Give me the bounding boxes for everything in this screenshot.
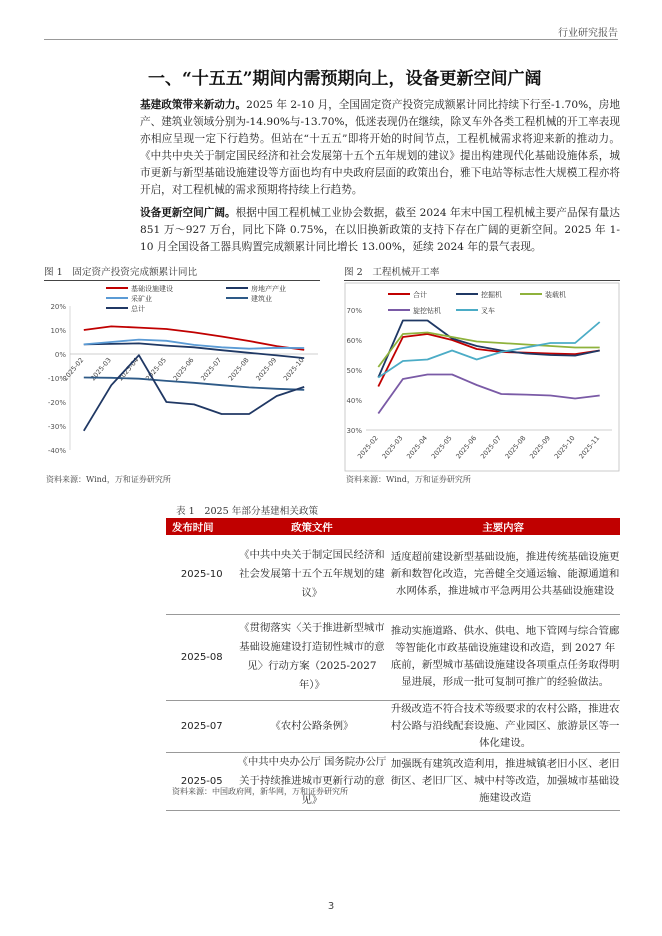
legend-label: 装载机 xyxy=(545,291,566,299)
table-row xyxy=(166,614,620,700)
legend-label: 建筑业 xyxy=(251,295,272,303)
table-header-row xyxy=(166,518,620,535)
table-row xyxy=(166,752,620,810)
page-number: 3 xyxy=(327,901,335,912)
header-divider xyxy=(44,39,618,40)
x-tick-label: 2025-10 xyxy=(281,356,306,383)
x-tick-label: 2025-10 xyxy=(552,434,577,461)
figure1-rule xyxy=(44,280,320,281)
figure1-source: 资料来源：Wind，万和证券研究所 xyxy=(46,475,171,484)
y-tick-label: 70% xyxy=(346,307,362,315)
chart-fixed-asset-investment xyxy=(44,282,320,472)
x-tick-label: 2025-11 xyxy=(577,434,602,461)
paragraph-body: 根据中国工程机械工业协会数据，截至 2024 年末中国工程机械主要产品保有量达 851 万～927 万台，同比下降 0.75%，在以旧换新政策的支持下存在广阔的更新空间。2025 年 1-10 月全国设备工器具购置完成额累计同比增长 13.00%，延续 2024 年的景气表现。 xyxy=(140,207,621,253)
series-line-基础设施建设 xyxy=(84,326,304,350)
x-tick-label: 2025-06 xyxy=(171,356,196,383)
legend-label: 基础设施建设 xyxy=(131,285,173,293)
table-header-content: 主要内容 xyxy=(386,518,620,535)
table-cell-doc: 《中共中央关于制定国民经济和社会发展第十五个五年规划的建议》 xyxy=(238,535,387,614)
y-tick-label: -20% xyxy=(47,399,66,407)
x-tick-label: 2025-06 xyxy=(454,434,479,461)
series-line-挖掘机 xyxy=(378,321,599,378)
legend-label: 叉车 xyxy=(481,307,495,315)
y-tick-label: -10% xyxy=(47,375,66,383)
y-tick-label: 20% xyxy=(50,303,66,311)
table-cell-date: 2025-08 xyxy=(166,614,238,700)
table-cell-doc: 《农村公路条例》 xyxy=(238,700,387,752)
x-tick-label: 2025-05 xyxy=(144,356,168,383)
legend-label: 挖掘机 xyxy=(481,291,502,299)
y-tick-label: -40% xyxy=(47,447,66,455)
y-tick-label: 60% xyxy=(346,337,362,345)
figure1-caption: 图 1 固定资产投资完成额累计同比 xyxy=(44,267,198,278)
y-tick-label: 30% xyxy=(346,427,362,435)
table-cell-date: 2025-10 xyxy=(166,535,238,614)
x-tick-label: 2025-05 xyxy=(429,434,454,461)
paragraph-lead: 设备更新空间广阔。 xyxy=(140,207,236,219)
table-row xyxy=(166,700,620,752)
figure2-caption: 图 2 工程机械开工率 xyxy=(344,267,440,278)
paragraph-body: 2025 年 2-10 月，全国固定资产投资完成额累计同比持续下行至-1.70%，房地产、建筑业领域分别为-14.90%与-13.70%，低迷表现仍在继续，除叉车外各类工程机械的开工率表现亦相应呈现一定下行趋势。但站在“十五五”即将开始的时间节点，工程机械需求将迎来新的推动力。《中共中央关于制定国民经济和社会发展第十五个五年规划的建议》提出构建现代化基础设施体系，城市更新与新型基础设施建设等方面也均有中央政府层面的政策出台，雅下电站等标志性大规模工程亦将开启，对工程机械的需求预期将持续上行趋势。 xyxy=(140,99,621,196)
x-tick-label: 2025-07 xyxy=(478,434,503,461)
table-header-date: 发布时间 xyxy=(166,518,238,535)
legend-label: 合计 xyxy=(413,291,427,299)
x-tick-label: 2025-08 xyxy=(503,434,528,461)
table-cell-content: 升级改造不符合技术等级要求的农村公路，推进农村公路与沿线配套设施、产业园区、旅游景区等一体化建设。 xyxy=(386,700,620,752)
legend-label: 总计 xyxy=(131,305,145,313)
y-tick-label: 10% xyxy=(50,327,66,335)
table-cell-date: 2025-07 xyxy=(166,700,238,752)
x-tick-label: 2025-02 xyxy=(61,356,86,383)
table-cell-content: 适度超前建设新型基础设施，推进传统基础设施更新和数智化改造，完善健全交通运输、能源通道和水网体系，推进城市平急两用公共基础设施建设 xyxy=(386,535,620,614)
table-cell-doc: 《贯彻落实〈关于推进新型城市基础设施建设打造韧性城市的意见〉行动方案（2025-2027 年）》 xyxy=(238,614,387,700)
legend-label: 旋挖钻机 xyxy=(413,307,441,315)
table-cell-content: 加强既有建筑改造利用，推进城镇老旧小区、老旧街区、老旧厂区、城中村等改造，加强城市基础设施建设改造 xyxy=(386,752,620,810)
section-title: 一、“十五五”期间内需预期向上，设备更新空间广阔 xyxy=(148,69,542,89)
x-tick-label: 2025-04 xyxy=(405,434,430,461)
table-source: 资料来源：中国政府网，新华网，万和证券研究所 xyxy=(172,787,348,796)
x-tick-label: 2025-04 xyxy=(116,356,141,383)
y-tick-label: 50% xyxy=(346,367,362,375)
table-row xyxy=(166,535,620,614)
table-cell-content: 推动实施道路、供水、供电、地下管网与综合管廊等智能化市政基础设施建设和改造，到 2027 年底前，新型城市基础设施建设各项重点任务取得明显进展，形成一批可复制可推广的经验做法。 xyxy=(386,614,620,700)
table-cell-doc: 《中共中央办公厅 国务院办公厅关于持续推进城市更新行动的意见》 xyxy=(238,752,387,810)
paragraph-lead: 基建政策带来新动力。 xyxy=(140,99,247,111)
report-type-label: 行业研究报告 xyxy=(558,28,618,39)
table-cell-date: 2025-05 xyxy=(166,752,238,810)
y-tick-label: 40% xyxy=(346,397,362,405)
y-tick-label: -30% xyxy=(47,423,66,431)
x-tick-label: 2025-08 xyxy=(226,356,251,383)
legend-label: 采矿业 xyxy=(131,295,152,303)
series-line-旋挖钻机 xyxy=(378,375,599,414)
x-tick-label: 2025-03 xyxy=(380,434,405,461)
table-header-doc: 政策文件 xyxy=(238,518,387,535)
figure2-source: 资料来源：Wind，万和证券研究所 xyxy=(346,475,471,484)
x-tick-label: 2025-03 xyxy=(89,356,113,383)
table-caption: 表 1 2025 年部分基建相关政策 xyxy=(176,506,319,517)
x-tick-label: 2025-09 xyxy=(254,356,279,383)
policy-table xyxy=(166,518,620,811)
x-tick-label: 2025-07 xyxy=(199,356,224,383)
paragraph-infrastructure xyxy=(140,97,620,199)
legend-label: 房地产产业 xyxy=(251,285,286,293)
figure2-rule xyxy=(344,280,620,281)
y-tick-label: 0% xyxy=(54,351,66,359)
paragraph-equipment-renewal xyxy=(140,205,620,256)
chart-machinery-utilization xyxy=(344,282,620,472)
x-tick-label: 2025-09 xyxy=(528,434,553,461)
x-tick-label: 2025-02 xyxy=(355,434,380,461)
